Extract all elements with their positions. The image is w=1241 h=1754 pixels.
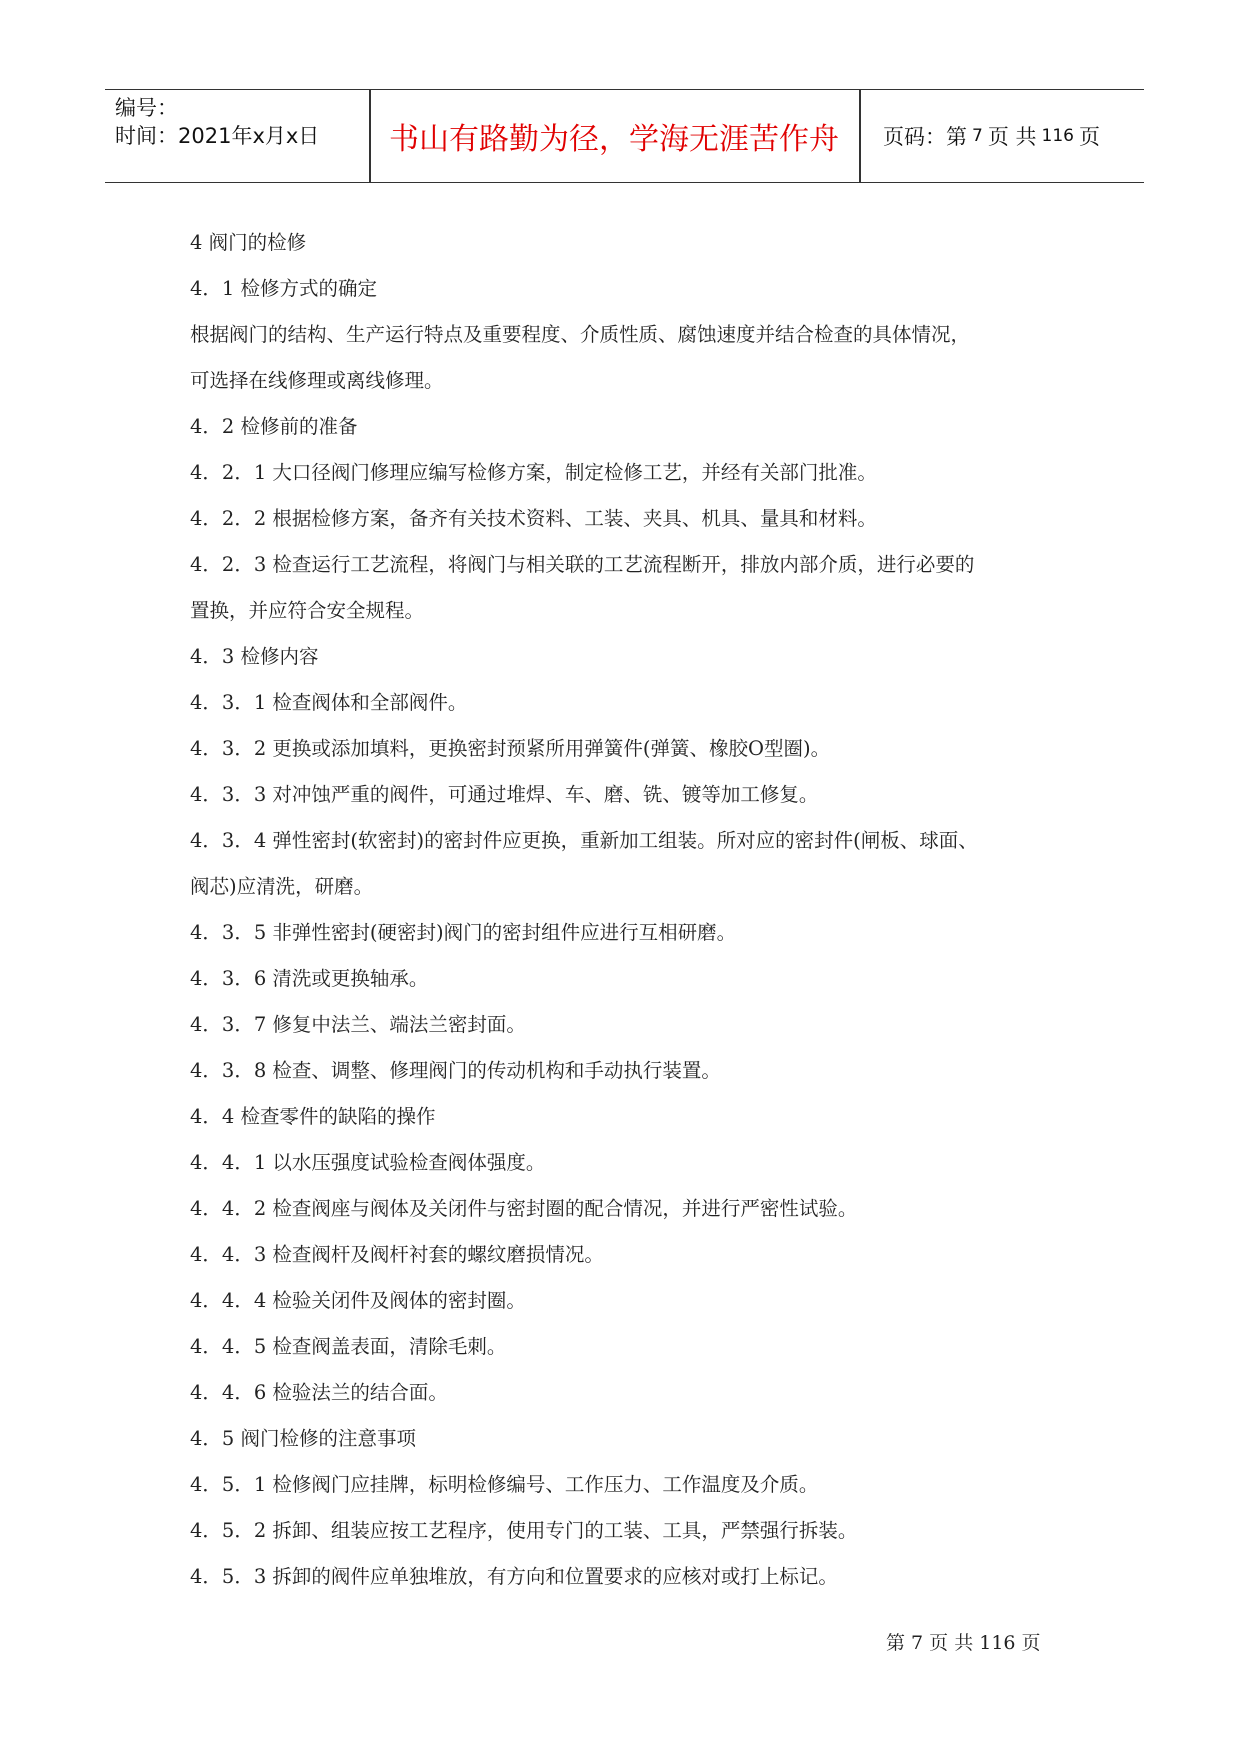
paragraph-line: 4．4．3 检查阀杆及阀杆衬套的螺纹磨损情况。 <box>190 1243 604 1266</box>
paragraph-line: 4．4．5 检查阀盖表面，清除毛刺。 <box>190 1335 507 1358</box>
document-number-label: 编号： <box>115 96 178 120</box>
paragraph-line: 4．4 检查零件的缺陷的操作 <box>190 1105 436 1128</box>
paragraph-line: 4．3．5 非弹性密封(硬密封)阀门的密封组件应进行互相研磨。 <box>190 921 737 944</box>
paragraph-line: 4．2 检修前的准备 <box>190 415 358 438</box>
paragraph-line: 4．1 检修方式的确定 <box>190 277 378 300</box>
paragraph-line: 4．4．6 检验法兰的结合面。 <box>190 1381 448 1404</box>
document-header <box>105 89 1144 183</box>
page-code-total: 116 <box>1041 126 1074 146</box>
paragraph-line: 4．4．4 检验关闭件及阀体的密封圈。 <box>190 1289 526 1312</box>
document-body <box>190 220 1080 1600</box>
paragraph-line: 4．2．1 大口径阀门修理应编写检修方案，制定检修工艺，并经有关部门批准。 <box>190 461 877 484</box>
paragraph-line: 4．3．2 更换或添加填料，更换密封预紧所用弹簧件(弹簧、橡胶O型圈)。 <box>190 737 831 760</box>
header-divider <box>859 90 861 182</box>
paragraph-line: 4．3．3 对冲蚀严重的阀件，可通过堆焊、车、磨、铣、镀等加工修复。 <box>190 783 819 806</box>
paragraph-line: 置换，并应符合安全规程。 <box>190 599 425 622</box>
header-page-code <box>873 90 1100 182</box>
page-code-mid: 页 共 <box>987 125 1037 149</box>
page-code-current: 7 <box>972 126 983 146</box>
paragraph-line: 根据阀门的结构、生产运行特点及重要程度、介质性质、腐蚀速度并结合检查的具体情况， <box>190 323 971 346</box>
header-meta <box>115 94 370 150</box>
paragraph-line: 4．3．8 检查、调整、修理阀门的传动机构和手动执行装置。 <box>190 1059 721 1082</box>
paragraph-line: 4．5 阀门检修的注意事项 <box>190 1427 417 1450</box>
paragraph-line: 4．3 检修内容 <box>190 645 319 668</box>
document-time: 时间：2021年x月x日 <box>115 124 320 148</box>
paragraph-line: 4．5．2 拆卸、组装应按工艺程序，使用专门的工装、工具，严禁强行拆装。 <box>190 1519 858 1542</box>
paragraph-line: 4 阀门的检修 <box>190 231 307 254</box>
paragraph-line: 4．2．3 检查运行工艺流程，将阀门与相关联的工艺流程断开，排放内部介质，进行必要的 <box>190 553 975 576</box>
paragraph-line: 4．3．7 修复中法兰、端法兰密封面。 <box>190 1013 526 1036</box>
header-motto: 书山有路勤为径，学海无涯苦作舟 <box>389 122 839 157</box>
paragraph-line: 4．3．1 检查阀体和全部阀件。 <box>190 691 468 714</box>
paragraph-line: 4．4．1 以水压强度试验检查阀体强度。 <box>190 1151 546 1174</box>
paragraph-line: 4．2．2 根据检修方案，备齐有关技术资料、工装、夹具、机具、量具和材料。 <box>190 507 877 530</box>
page-code-prefix: 页码：第 <box>883 125 967 149</box>
paragraph-line: 可选择在线修理或离线修理。 <box>190 369 444 392</box>
paragraph-line: 4．3．6 清洗或更换轴承。 <box>190 967 429 990</box>
paragraph-line: 4．5．3 拆卸的阀件应单独堆放，有方向和位置要求的应核对或打上标记。 <box>190 1565 838 1588</box>
paragraph-line: 阀芯)应清洗，研磨。 <box>190 875 374 898</box>
paragraph-line: 4．5．1 检修阀门应挂牌，标明检修编号、工作压力、工作温度及介质。 <box>190 1473 819 1496</box>
paragraph-line: 4．3．4 弹性密封(软密封)的密封件应更换，重新加工组装。所对应的密封件(闸板、球面、 <box>190 829 978 852</box>
page-footer: 第 7 页 共 116 页 <box>886 1632 1041 1654</box>
page-code-suffix: 页 <box>1078 125 1100 149</box>
paragraph-line: 4．4．2 检查阀座与阀体及关闭件与密封圈的配合情况，并进行严密性试验。 <box>190 1197 858 1220</box>
